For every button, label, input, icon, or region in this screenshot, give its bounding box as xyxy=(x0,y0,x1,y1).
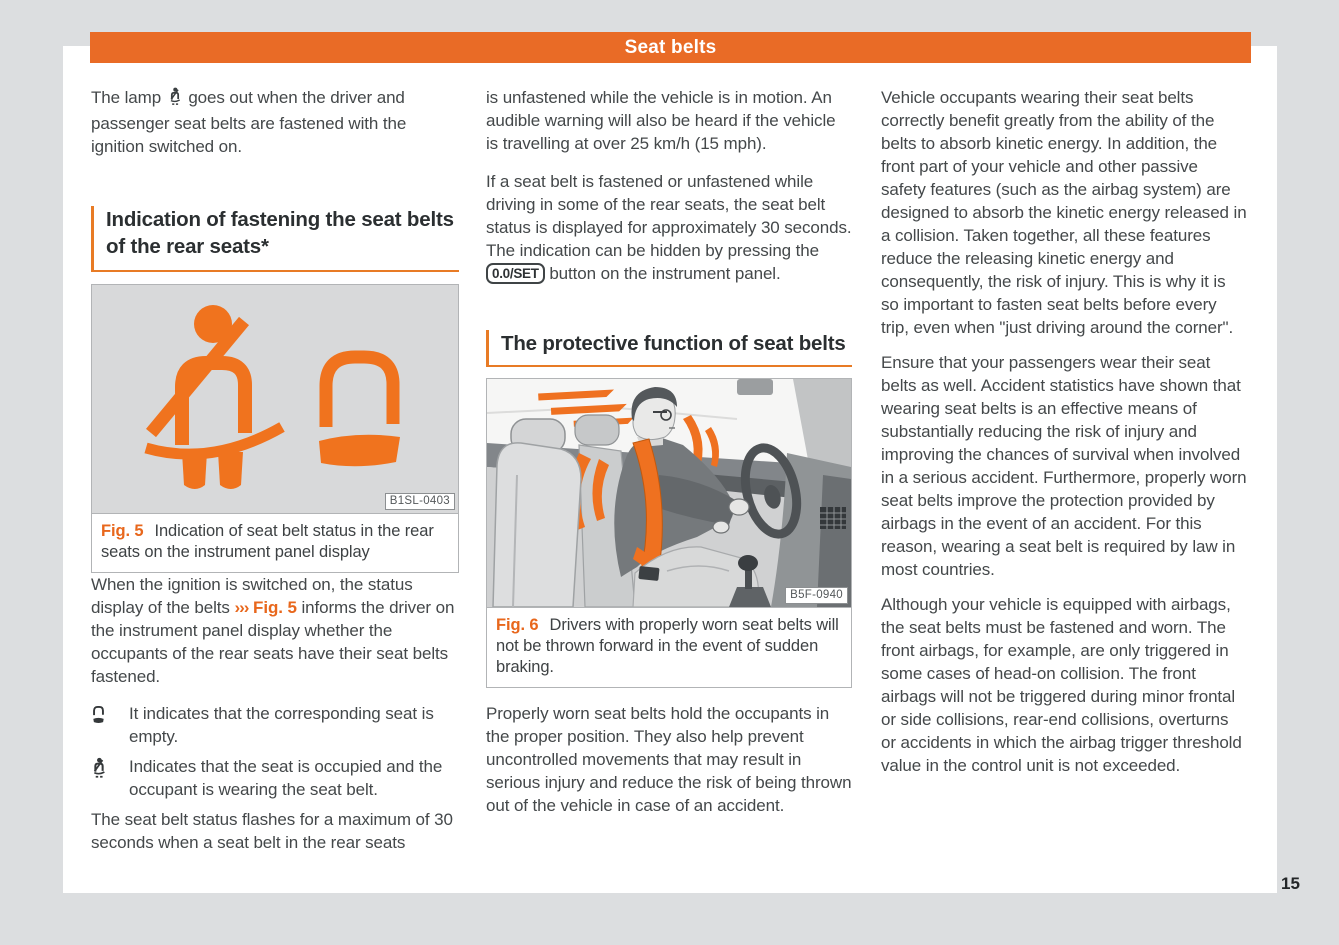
figure-5-code-label: B1SL-0403 xyxy=(385,493,455,510)
column-3 xyxy=(881,86,1247,777)
paragraph-text: button on the instrument panel. xyxy=(549,264,781,283)
figure-5-label: Fig. 5 xyxy=(101,522,144,540)
figure-6-image xyxy=(487,379,851,608)
paragraph-text: If a seat belt is fastened or unfastened while driving in some of the rear seats, the seat belt status is displayed for approximately 30 seconds. The indication can be hidden by pressing the xyxy=(486,172,852,260)
paragraph-text: When the ignition is switched on, the status display of the belts xyxy=(91,575,413,617)
seat-empty-icon xyxy=(91,702,129,748)
figure-5 xyxy=(91,284,459,573)
seat-occupied-icon xyxy=(91,755,129,801)
figure-5-reference: Fig. 5 xyxy=(253,598,297,617)
column-1 xyxy=(91,86,459,854)
list-item xyxy=(91,755,459,801)
paragraph-hide-indication xyxy=(486,170,852,285)
paragraph-status-flashes: The seat belt status flashes for a maximum of 30 seconds when a seat belt in the rear seats xyxy=(91,810,453,852)
seat-belt-status-pictogram xyxy=(92,285,458,513)
figure-6-label: Fig. 6 xyxy=(496,616,539,634)
paragraph-text: goes out when the driver and passenger seat belts are fastened with the ignition switched on. xyxy=(91,88,407,156)
chapter-title: Seat belts xyxy=(624,36,717,58)
figure-6-caption-text: Drivers with properly worn seat belts will not be thrown forward in the event of sudden braking. xyxy=(496,616,839,676)
paragraph-airbags: Although your vehicle is equipped with airbags, the seat belts must be fastened and worn. The front airbags, for example, are only triggered in some cases of head-on collision. The front airbags will not be triggered during minor frontal or side collisions, rear-end collisions, overturns or accidents in which the airbag trigger threshold value in the control unit is not exceeded. xyxy=(881,595,1242,775)
paragraph-kinetic-energy: Vehicle occupants wearing their seat belts correctly benefit greatly from the ability of the belts to absorb kinetic energy. In addition, the front part of your vehicle and other passive safety features (such as the airbag system) are designed to absorb the kinetic energy released in a collision. Taken together, all these features reduce the releasing kinetic energy and consequently, the risk of injury. This is why it is so important to fasten seat belts before every trip, even when "just driving around the corner". xyxy=(881,88,1247,337)
figure-5-caption-text: Indication of seat belt status in the rear seats on the instrument panel display xyxy=(101,522,434,561)
figure-5-image xyxy=(92,285,458,514)
set-button-label: 0.0/SET xyxy=(486,263,545,284)
list-item-text: Indicates that the seat is occupied and the occupant is wearing the seat belt. xyxy=(129,757,443,799)
paragraph-audible-warning: is unfastened while the vehicle is in motion. An audible warning will also be heard if the vehicle is travelling at over 25 km/h (15 mph). xyxy=(486,88,836,153)
section-heading-protective-function: The protective function of seat belts xyxy=(486,330,852,367)
manual-page xyxy=(63,36,1277,893)
figure-6-caption xyxy=(487,608,851,687)
column-2 xyxy=(486,86,852,817)
belt-status-list xyxy=(91,702,459,801)
paragraph-lamp-goes-out xyxy=(91,86,459,158)
paragraph-text: The lamp xyxy=(91,88,162,107)
paragraph-passengers-wear: Ensure that your passengers wear their seat belts as well. Accident statistics have shown that wearing seat belts is an effective means of substantially reducing the risk of injury and improving the chances of survival when involved in a serious accident. Furthermore, properly worn seat belts improve the protection provided by airbags in the event of an accident. For this reason, wearing a seat belt is required by law in most countries. xyxy=(881,353,1247,579)
section-heading-rear-seat-indication: Indication of fastening the seat belts of the rear seats* xyxy=(91,206,459,272)
paragraph-status-display xyxy=(91,573,459,688)
figure-5-caption xyxy=(92,514,458,572)
page-number: 15 xyxy=(1281,874,1300,893)
figure-6-code-label: B5F-0940 xyxy=(785,587,848,604)
paragraph-properly-worn: Properly worn seat belts hold the occupants in the proper position. They also help prevent uncontrolled movements that may result in serious injury and reduce the risk of being thrown out of the vehicle in case of an accident. xyxy=(486,704,852,815)
figure-6 xyxy=(486,378,852,688)
cross-reference-arrows: ››› xyxy=(234,598,249,617)
seat-belt-warning-lamp-icon xyxy=(168,87,182,112)
list-item-text: It indicates that the corresponding seat is empty. xyxy=(129,704,434,746)
paragraph-text: informs the driver on the instrument panel display whether the occupants of the rear seats have their seat belts fastened. xyxy=(91,598,455,686)
chapter-header-bar xyxy=(90,32,1251,63)
driver-with-seat-belt-illustration xyxy=(487,379,851,607)
list-item xyxy=(91,702,459,748)
